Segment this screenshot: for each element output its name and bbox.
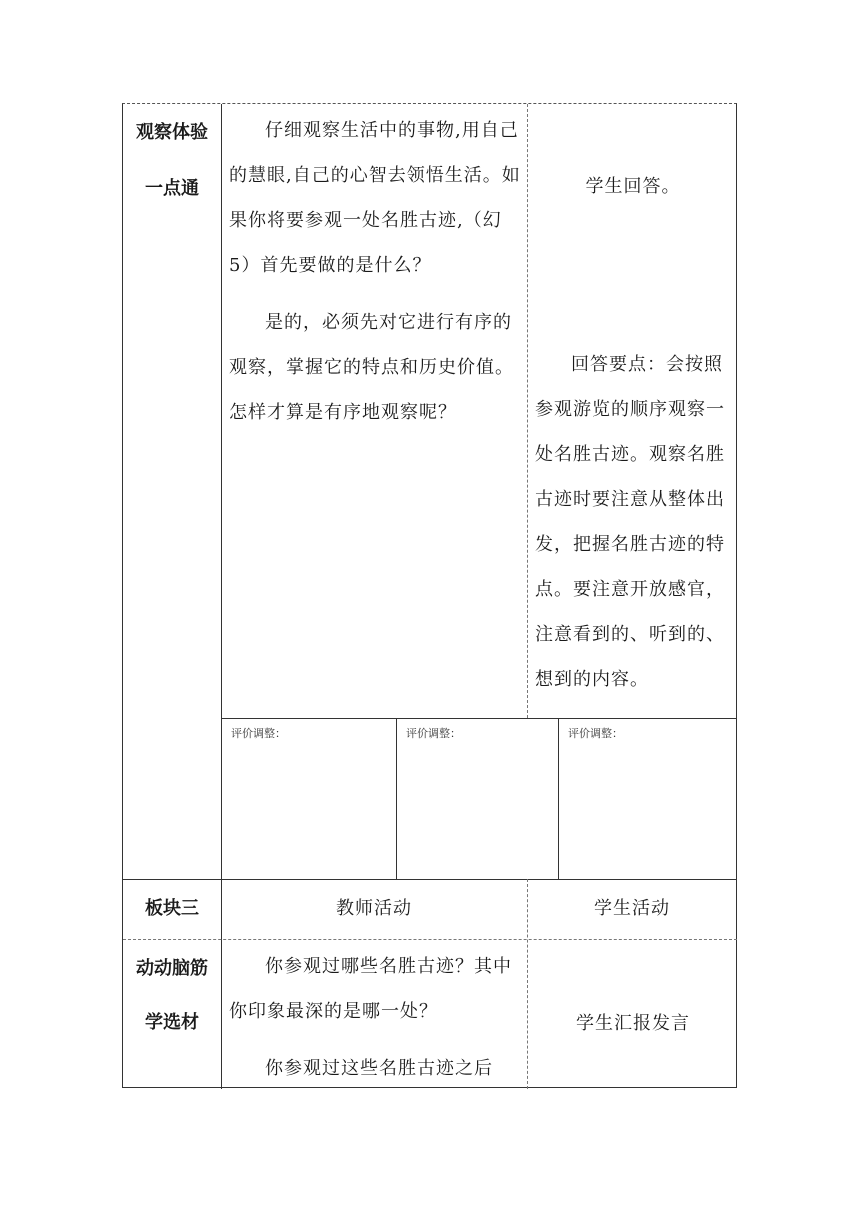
section1-label-line2: 一点通: [145, 178, 199, 199]
teacher-activity-header: 教师活动: [336, 898, 412, 919]
section1-teacher-para1: 仔细观察生活中的事物,用自己的慧眼,自己的心智去领悟生活。如果你将要参观一处名胜古迹,（幻 5）首先要做的是什么？: [229, 120, 521, 276]
eval-label-1: 评价调整：: [231, 727, 286, 740]
section3-teacher-para1: 你参观过哪些名胜古迹？其中你印象最深的是哪一处？: [229, 956, 512, 1022]
section3-teacher-cell: [229, 944, 521, 1091]
label-column-divider: [221, 104, 222, 1089]
eval-label-3: 评价调整：: [568, 727, 623, 740]
section1-label-line1: 观察体验: [136, 122, 208, 143]
section3-student-answer: 学生汇报发言: [576, 1013, 690, 1034]
section1-student-answer2: 回答要点：会按照参观游览的顺序观察一处名胜古迹。观察名胜古迹时要注意从整体出发，把握名胜古迹的特点。要注意开放感官，注意看到的、听到的、想到的内容。: [535, 354, 725, 690]
section3-label-line2: 学选材: [145, 1012, 199, 1033]
eval-row-top-border: [221, 718, 737, 719]
section1-student-answer1: 学生回答。: [585, 176, 681, 197]
student-activity-header: 学生活动: [594, 898, 670, 919]
section1-teacher-para2: 是的，必须先对它进行有序的观察，掌握它的特点和历史价值。怎样才算是有序地观察呢？: [229, 312, 514, 423]
section1-teacher-cell: [229, 108, 521, 435]
section2-label: 板块三: [145, 898, 199, 919]
section1-column-divider: [527, 104, 528, 718]
section3-teacher-para2: 你参观过这些名胜古迹之后: [265, 1058, 493, 1079]
eval-label-2: 评价调整：: [406, 727, 461, 740]
eval-divider-2: [558, 718, 559, 879]
eval-divider-1: [396, 718, 397, 879]
lesson-table: [122, 103, 737, 1088]
section3-label-line1: 动动脑筋: [136, 958, 208, 979]
